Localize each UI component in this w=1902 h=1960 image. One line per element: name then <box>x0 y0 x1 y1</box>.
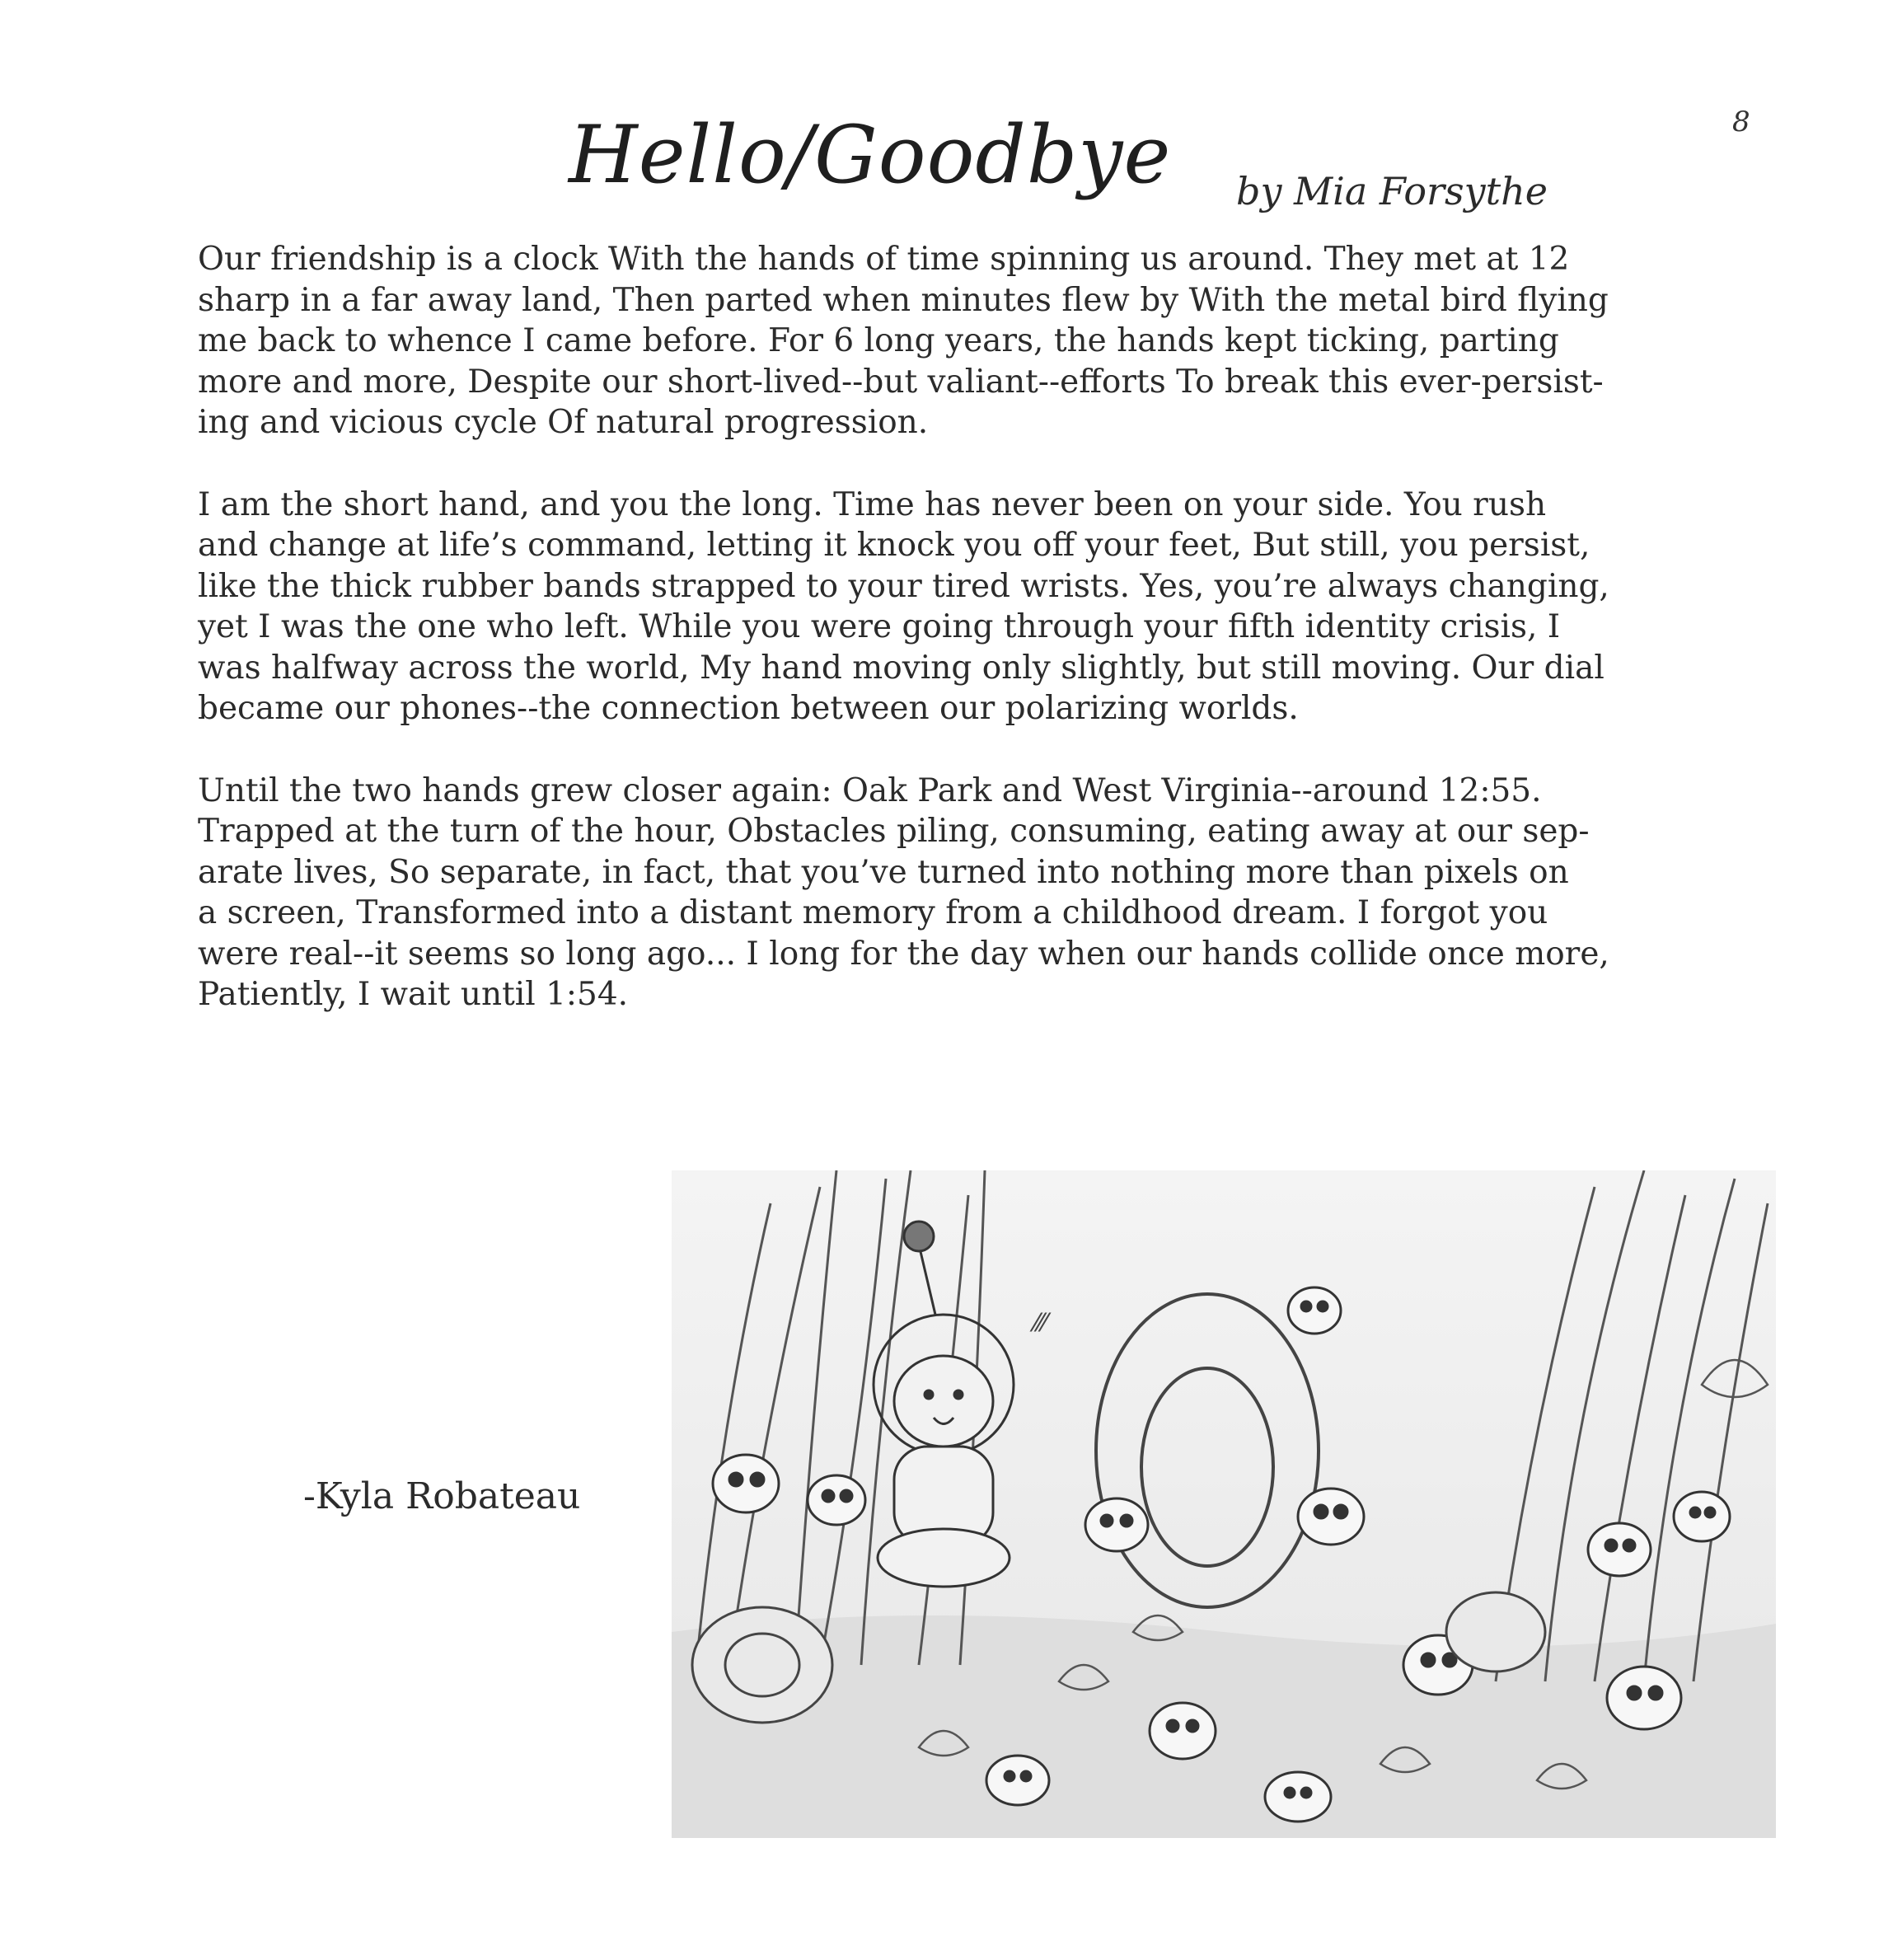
artist-credit: -Kyla Robateau <box>303 1475 581 1517</box>
poem-author: by Mia Forsythe <box>1236 169 1548 213</box>
poem-stanza-1: Our friendship is a clock With the hands of time spinning us around. They met at 12 sharp in a far away land, Then parted when minutes flew by With the metal bird flying me back to whence I came before. For 6 long years, the hands kept ticking, parting more and more, Despite our short-lived--but valiant--efforts To break this ever-persist- ing and vicious cycle Of natural progression. <box>198 241 1609 441</box>
poem-stanza-2: I am the short hand, and you the long. Time has never been on your side. You rush and change at life’s command, letting it knock you off your feet, But still, you persist, like the thick rubber bands strapped to your tired wrists. Yes, you’re always changing, yet I was the one who left. While you were going through your fifth identity crisis, I was halfway across the world, My hand moving only slightly, but still moving. Our dial became our phones--the connection between our polarizing worlds. <box>198 485 1609 727</box>
poem-title: Hello/Goodbye <box>569 109 1172 201</box>
surprise-marks: ⁄⁄⁄ <box>1034 1309 1047 1338</box>
sketch-drawing <box>672 1170 1776 1838</box>
poem-body <box>198 239 1648 1057</box>
page-number: 8 <box>1732 106 1750 138</box>
pencil-sketch-illustration <box>672 1170 1776 1838</box>
poem-stanza-3: Until the two hands grew closer again: Oak Park and West Virginia--around 12:55. Trapped at the turn of the hour, Obstacles piling, consuming, eating away at our sep- arate lives, So separate, in fact, that you’ve turned into nothing more than pixels on a screen, Transformed into a distant memory from a childhood dream. I forgot you were real--it seems so long ago... I long for the day when our hands collide once more, Patiently, I wait until 1:54. <box>198 771 1609 1013</box>
sketch-ground <box>672 1615 1776 1838</box>
